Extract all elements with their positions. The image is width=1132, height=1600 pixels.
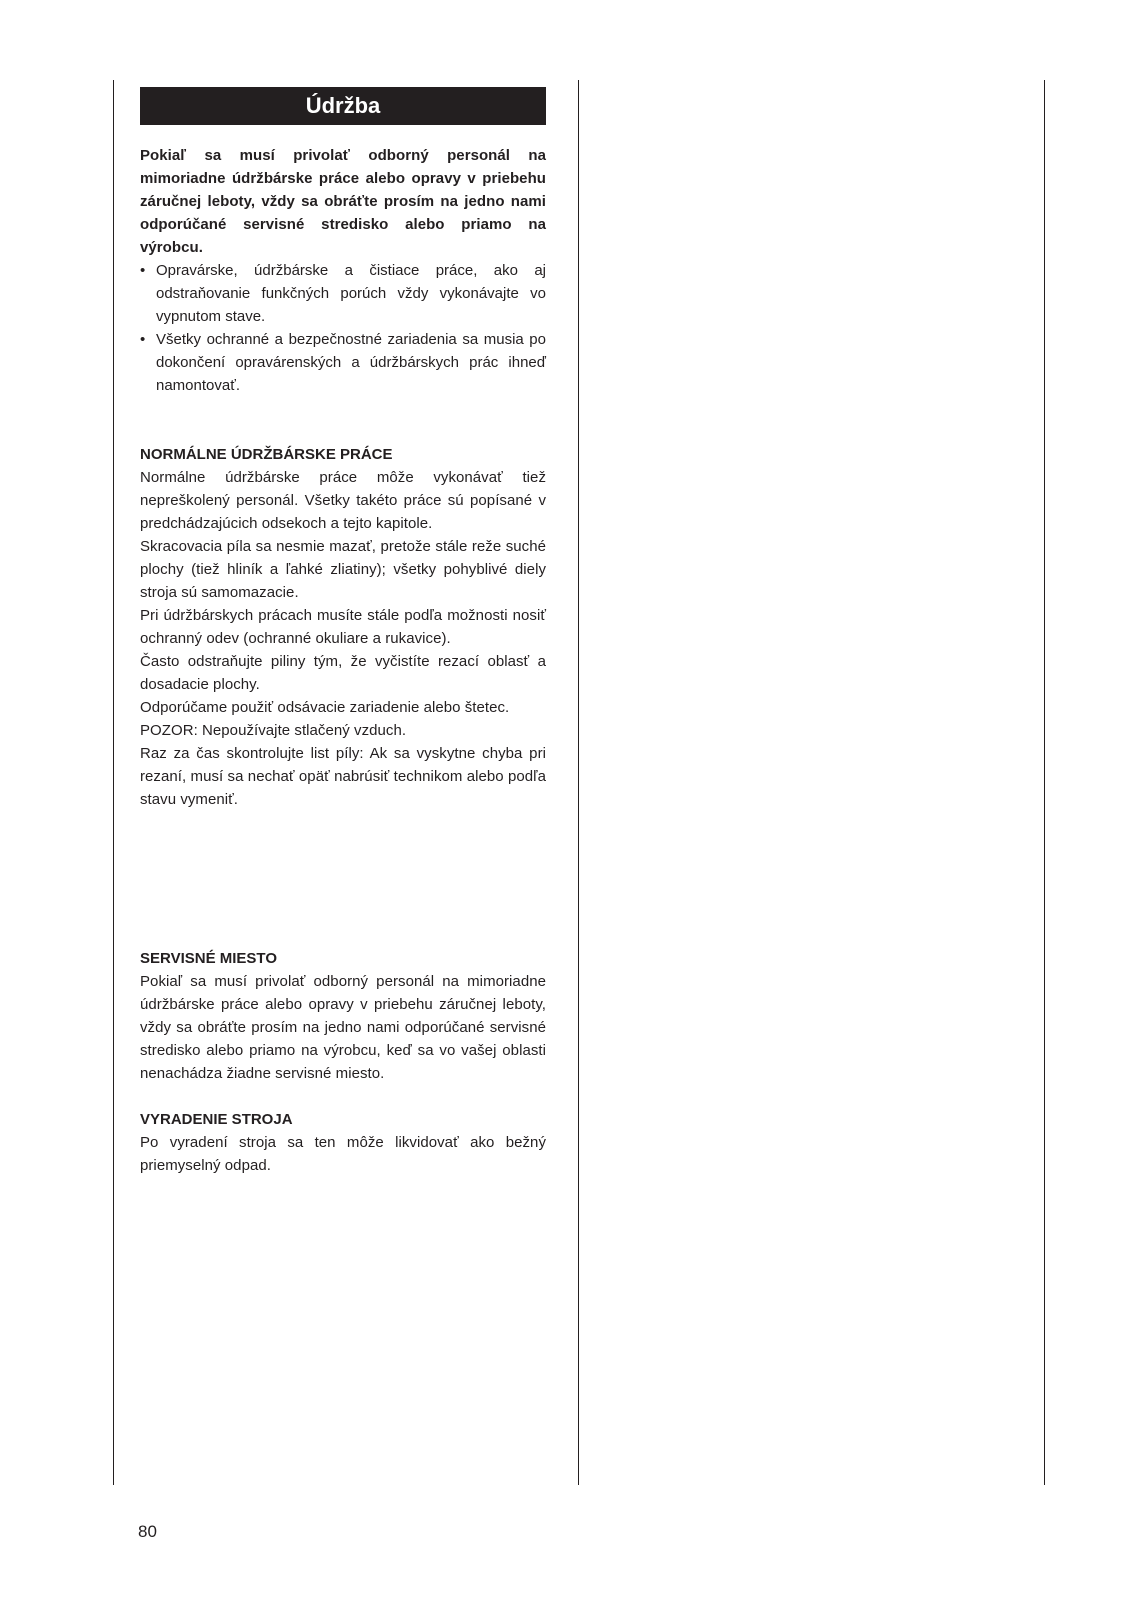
- disposal-heading: VYRADENIE STROJA: [140, 1111, 293, 1128]
- normal-warning: POZOR: Nepoužívajte stlačený vzduch.: [140, 722, 407, 739]
- column-divider-middle: [578, 80, 579, 1485]
- column-divider-right: [1044, 80, 1045, 1485]
- normal-paragraph: Odporúčame použiť odsávacie zariadenie alebo štetec.: [140, 699, 510, 716]
- safety-bullet-list: [140, 259, 546, 397]
- normal-paragraph: Pri údržbárskych prácach musíte stále podľa možnosti nosiť ochranný odev (ochranné okuliare a rukavice).: [140, 607, 546, 647]
- bullet-text: Všetky ochranné a bezpečnostné zariadenia sa musia po dokončení opravárenských a údržbárskych prác ihneď namontovať.: [156, 331, 546, 394]
- normal-maintenance-section: [140, 443, 546, 811]
- service-point-section: [140, 947, 546, 1085]
- bullet-item: [140, 259, 546, 328]
- left-column: [140, 87, 546, 1177]
- bullet-text: Opravárske, údržbárske a čistiace práce, ako aj odstraňovanie funkčných porúch vždy vykonávajte vo vypnutom stave.: [156, 262, 546, 325]
- normal-paragraph: Skracovacia píla sa nesmie mazať, pretože stále reže suché plochy (tiež hliník a ľahké zliatiny); všetky pohyblivé diely stroja sú samomazacie.: [140, 538, 546, 601]
- normal-paragraph: Normálne údržbárske práce môže vykonávať tiež nepreškolený personál. Všetky takéto práce sú popísané v predchádzajúcich odsekoch a tejto kapitole.: [140, 469, 546, 532]
- section-title: Údržba: [140, 87, 546, 125]
- bullet-item: [140, 328, 546, 397]
- disposal-section: [140, 1108, 546, 1177]
- column-divider-left: [113, 80, 114, 1485]
- service-point-heading: SERVISNÉ MIESTO: [140, 950, 277, 967]
- page-number: 80: [138, 1522, 157, 1541]
- bullet-icon: •: [140, 262, 146, 279]
- normal-maintenance-heading: NORMÁLNE ÚDRŽBÁRSKE PRÁCE: [140, 446, 393, 463]
- bullet-icon: •: [140, 331, 146, 348]
- intro-paragraph: Pokiaľ sa musí privolať odborný personál na mimoriadne údržbárske práce alebo opravy v priebehu záručnej leboty, vždy sa obráťte prosím na jedno nami odporúčané servisné stredisko alebo priamo na výrobcu.: [140, 147, 546, 256]
- normal-paragraph: Často odstraňujte piliny tým, že vyčistíte rezací oblasť a dosadacie plochy.: [140, 653, 546, 693]
- service-point-text: Pokiaľ sa musí privolať odborný personál na mimoriadne údržbárske práce alebo opravy v priebehu záručnej leboty, vždy sa obráťte prosím na jedno nami odporúčané servisné stredisko alebo priamo na výrobcu, keď sa vo vašej oblasti nenachádza žiadne servisné miesto.: [140, 973, 546, 1082]
- disposal-text: Po vyradení stroja sa ten môže likvidovať ako bežný priemyselný odpad.: [140, 1134, 546, 1174]
- normal-paragraph: Raz za čas skontrolujte list píly: Ak sa vyskytne chyba pri rezaní, musí sa nechať opäť nabrúsiť technikom alebo podľa stavu vymeniť.: [140, 745, 546, 808]
